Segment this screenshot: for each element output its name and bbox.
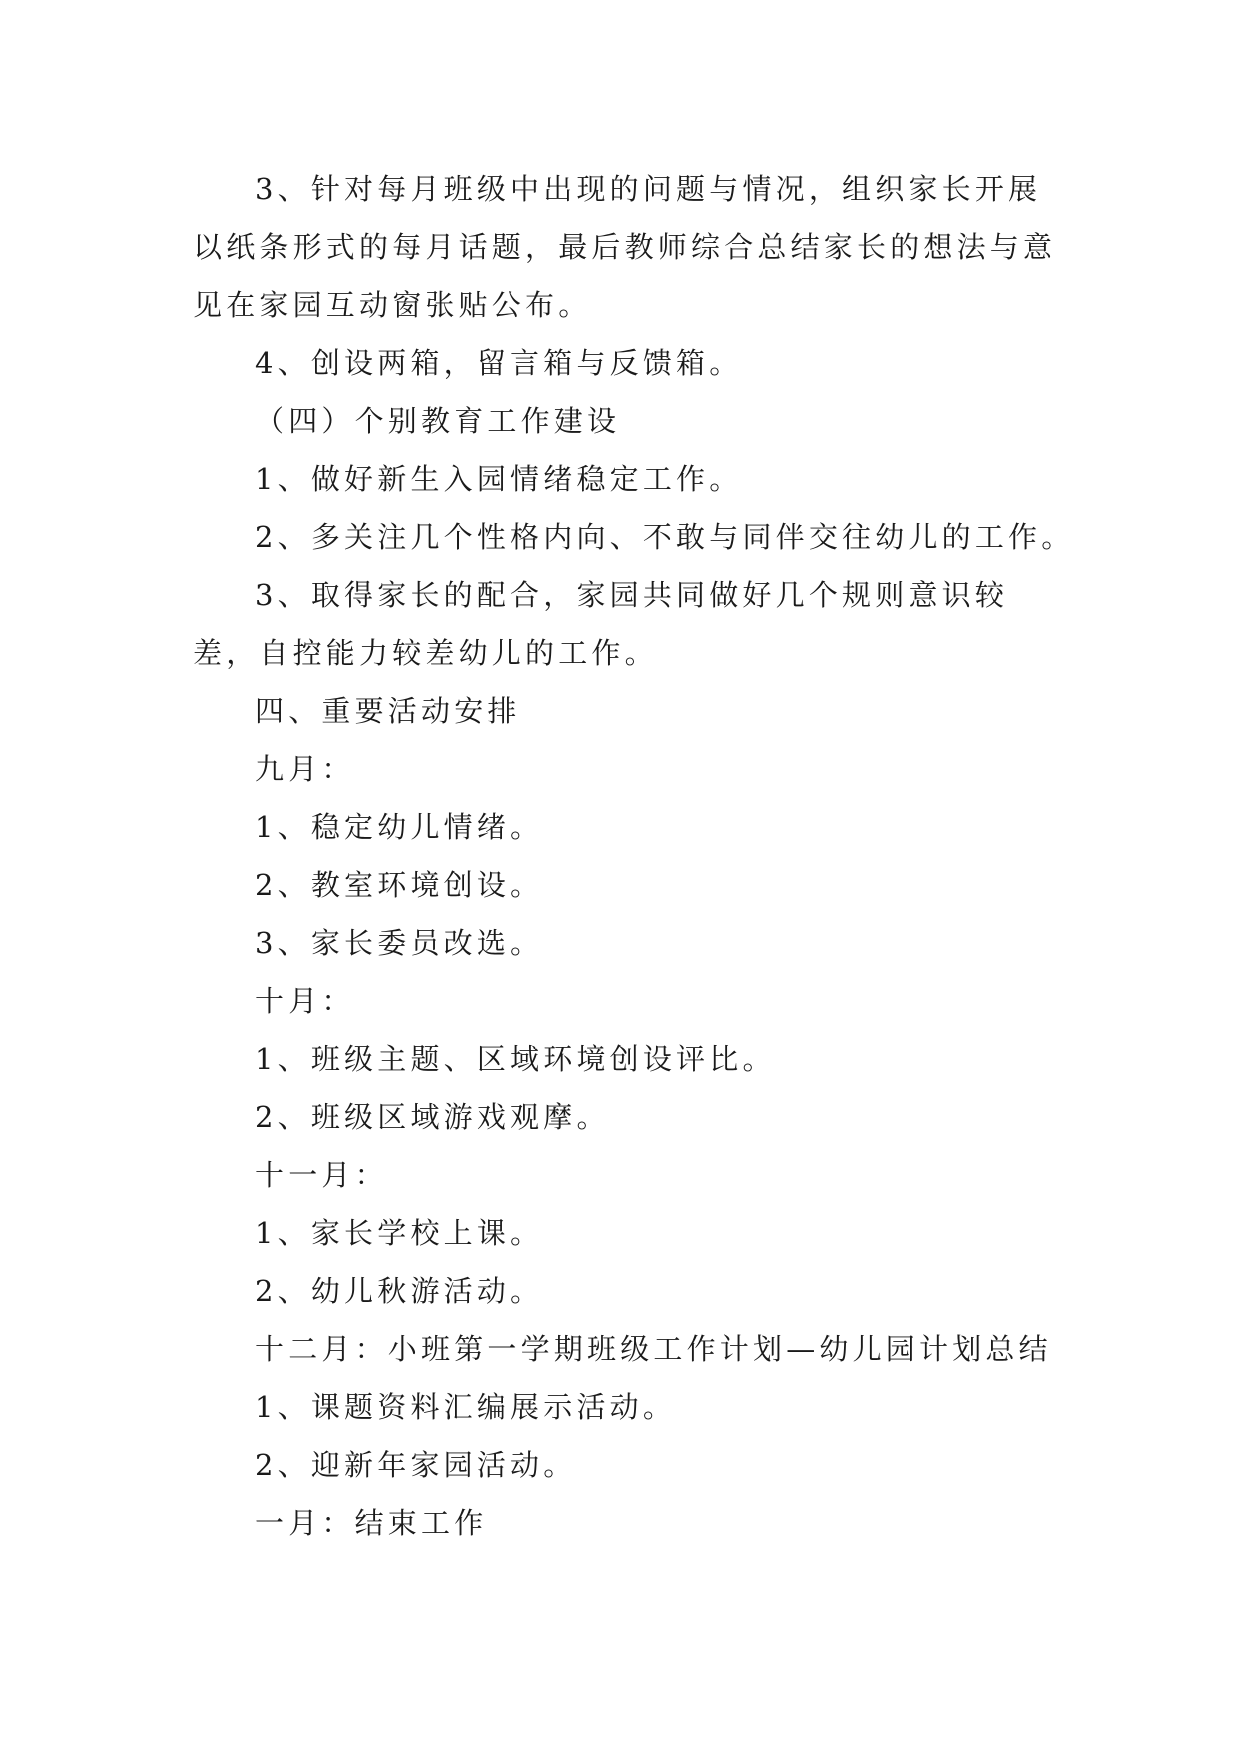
list-item: 1、班级主题、区域环境创设评比。 [255, 1042, 776, 1076]
paragraph-new-student-emotion: 1、做好新生入园情绪稳定工作。 [255, 462, 743, 496]
list-item: 2、教室环境创设。 [255, 868, 544, 902]
month-heading-november: 十一月： [255, 1158, 388, 1192]
month-heading-september: 九月： [255, 752, 355, 786]
section-heading-individual-education: （四）个别教育工作建设 [255, 404, 621, 438]
paragraph-introverted-children: 2、多关注几个性格内向、不敢与同伴交往幼儿的工作。 [255, 520, 1075, 554]
list-item: 3、家长委员改选。 [255, 926, 544, 960]
list-item: 1、家长学校上课。 [255, 1216, 544, 1250]
document-body [193, 160, 1073, 1552]
list-item: 2、幼儿秋游活动。 [255, 1274, 544, 1308]
section-heading-activities: 四、重要活动安排 [255, 694, 521, 728]
list-item: 2、迎新年家园活动。 [255, 1448, 577, 1482]
list-item: 1、稳定幼儿情绪。 [255, 810, 544, 844]
month-heading-october: 十月： [255, 984, 355, 1018]
list-item: 2、班级区域游戏观摩。 [255, 1100, 610, 1134]
month-heading-december: 十二月：小班第一学期班级工作计划—幼儿园计划总结 [255, 1332, 1052, 1366]
paragraph-two-boxes: 4、创设两箱，留言箱与反馈箱。 [255, 346, 743, 380]
month-heading-january: 一月：结束工作 [255, 1506, 488, 1540]
list-item: 1、课题资料汇编展示活动。 [255, 1390, 677, 1424]
paragraph-parent-topic: 3、针对每月班级中出现的问题与情况，组织家长开展以纸条形式的每月话题，最后教师综合总结家长的想法与意见在家园互动窗张贴公布。 [193, 172, 1057, 322]
paragraph-parent-cooperation: 3、取得家长的配合，家园共同做好几个规则意识较差，自控能力较差幼儿的工作。 [193, 578, 1009, 670]
